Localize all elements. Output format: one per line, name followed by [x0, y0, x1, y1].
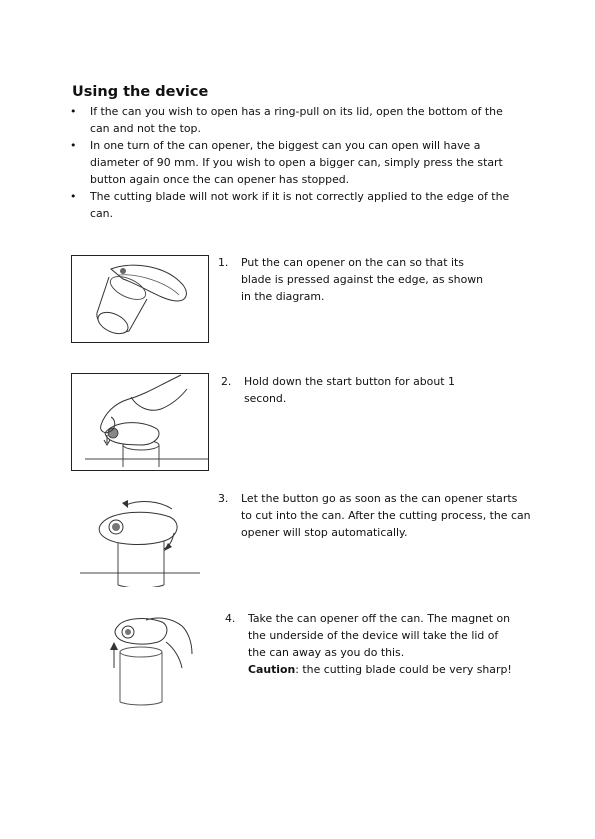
bullet-item [64, 137, 524, 188]
step-text: Put the can opener on the can so that its blade is pressed against the edge, as shown in the diagram. [241, 256, 484, 303]
bullet-text: In one turn of the can opener, the biggest can you can open will have a diameter of 90 mm. If you wish to open a bigger can, simply press the start button again once the can opener has stopped. [90, 139, 503, 186]
step-number: 1. [218, 256, 229, 269]
bullet-dot-icon: • [70, 105, 77, 118]
step-2-illustration [71, 373, 209, 471]
step-text: Let the button go as soon as the can opener starts to cut into the can. After the cutting process, the can opener will stop automatically. [241, 492, 531, 539]
bullet-text: The cutting blade will not work if it is not correctly applied to the edge of the can. [90, 190, 510, 220]
step-number: 3. [218, 492, 229, 505]
step-4 [225, 610, 535, 678]
caution-text: : the cutting blade could be very sharp! [295, 663, 512, 676]
step-1 [218, 254, 518, 305]
caution-label: Caution [248, 663, 296, 676]
step-text: Take the can opener off the can. The magnet on the underside of the device will take the lid of the can away as you do this. [248, 612, 511, 659]
step-3-illustration [78, 497, 202, 587]
bullet-item [64, 103, 524, 137]
step-2 [221, 373, 521, 407]
step-number: 4. [225, 612, 236, 625]
bullet-dot-icon: • [70, 139, 77, 152]
bullet-text: If the can you wish to open has a ring-pull on its lid, open the bottom of the can and not the top. [90, 105, 503, 135]
instruction-bullet-list [64, 103, 524, 222]
bullet-dot-icon: • [70, 190, 77, 203]
step-1-illustration [71, 255, 209, 343]
step-text: Hold down the start button for about 1 second. [244, 375, 455, 405]
step-3 [218, 490, 538, 541]
step-number: 2. [221, 375, 232, 388]
bullet-item [64, 188, 524, 222]
section-title: Using the device [72, 84, 209, 100]
step-4-illustration [106, 612, 198, 708]
step-text-block [225, 610, 518, 678]
